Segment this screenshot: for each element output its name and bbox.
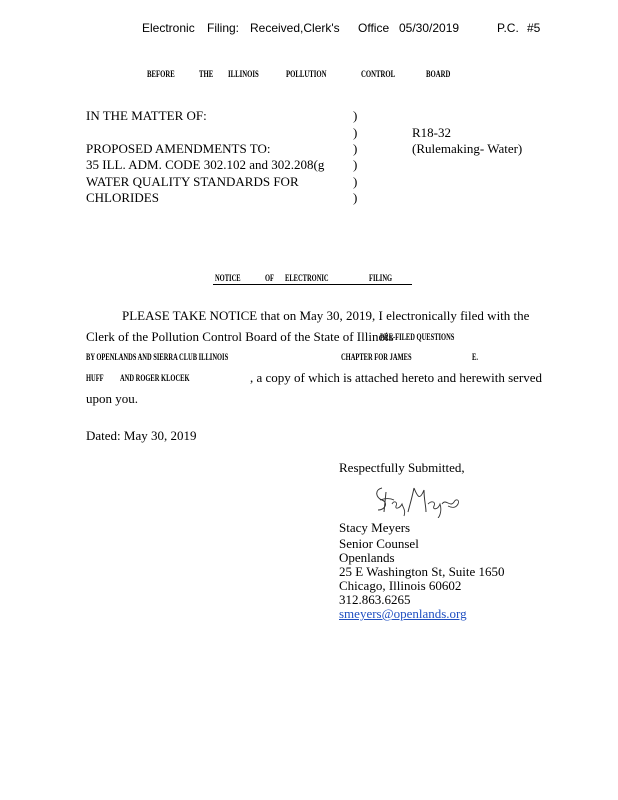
- caption-paren: ): [353, 125, 358, 140]
- signer-name: Stacy Meyers: [339, 520, 411, 535]
- notice-word: NOTICE: [215, 273, 241, 283]
- board-word: POLLUTION: [286, 69, 327, 79]
- signer-address-2: Chicago, Illinois 60602: [339, 578, 462, 593]
- notice-word: ELECTRONIC: [285, 273, 329, 283]
- caption-paren: ): [353, 157, 358, 172]
- caption-paren: ): [353, 190, 358, 205]
- header-pc: P.C.: [497, 21, 519, 35]
- notice-word: OF: [265, 273, 274, 283]
- caption-paren: ): [353, 141, 358, 156]
- notice-underline: [213, 284, 412, 285]
- body-line-4: , a copy of which is attached hereto and herewith served: [250, 370, 543, 385]
- header-electronic: Electronic: [142, 21, 195, 35]
- caption-type: (Rulemaking- Water): [412, 141, 523, 156]
- caption-water: WATER QUALITY STANDARDS FOR: [86, 174, 299, 189]
- board-word: BOARD: [426, 69, 451, 79]
- body-line-5: upon you.: [86, 391, 138, 406]
- header-date: 05/30/2019: [399, 21, 460, 35]
- body-line-2-small: PRE-FILED QUESTIONS: [380, 332, 455, 342]
- caption-paren: ): [353, 108, 358, 123]
- caption-matter: IN THE MATTER OF:: [86, 108, 207, 123]
- notice-word: FILING: [369, 273, 393, 283]
- signer-title: Senior Counsel: [339, 536, 419, 551]
- header-pc-number: #5: [527, 21, 541, 35]
- signer-org: Openlands: [339, 550, 395, 565]
- board-word: BEFORE: [147, 69, 175, 79]
- body-line-4a: HUFF: [86, 373, 104, 383]
- signer-address-1: 25 E Washington St, Suite 1650: [339, 564, 505, 579]
- caption-code: 35 ILL. ADM. CODE 302.102 and 302.208(g: [86, 157, 325, 172]
- body-line-4b: AND ROGER KLOCEK: [120, 373, 190, 383]
- board-word: ILLINOIS: [228, 69, 259, 79]
- caption-proposed: PROPOSED AMENDMENTS TO:: [86, 141, 271, 156]
- caption-paren: ): [353, 174, 358, 189]
- closing: Respectfully Submitted,: [339, 460, 465, 475]
- body-line-3a: BY OPENLANDS AND SIERRA CLUB ILLINOIS: [86, 352, 229, 362]
- caption-docket: R18-32: [412, 125, 451, 140]
- body-line-3c: E.: [472, 352, 478, 362]
- dated-line: Dated: May 30, 2019: [86, 428, 197, 443]
- signer-email-link[interactable]: smeyers@openlands.org: [339, 606, 467, 621]
- board-word: CONTROL: [361, 69, 396, 79]
- header-received: Received,Clerk's: [250, 21, 340, 35]
- board-word: THE: [199, 69, 214, 79]
- signer-phone: 312.863.6265: [339, 592, 411, 607]
- caption-chlorides: CHLORIDES: [86, 190, 159, 205]
- body-line-2: Clerk of the Pollution Control Board of the State of Illinois: [86, 329, 394, 344]
- header-filing: Filing:: [207, 21, 240, 35]
- body-line-3b: CHAPTER FOR JAMES: [341, 352, 412, 362]
- handwritten-signature: [368, 480, 464, 518]
- body-line-1: PLEASE TAKE NOTICE that on May 30, 2019, I electronically filed with the: [122, 308, 530, 323]
- header-office: Office: [358, 21, 390, 35]
